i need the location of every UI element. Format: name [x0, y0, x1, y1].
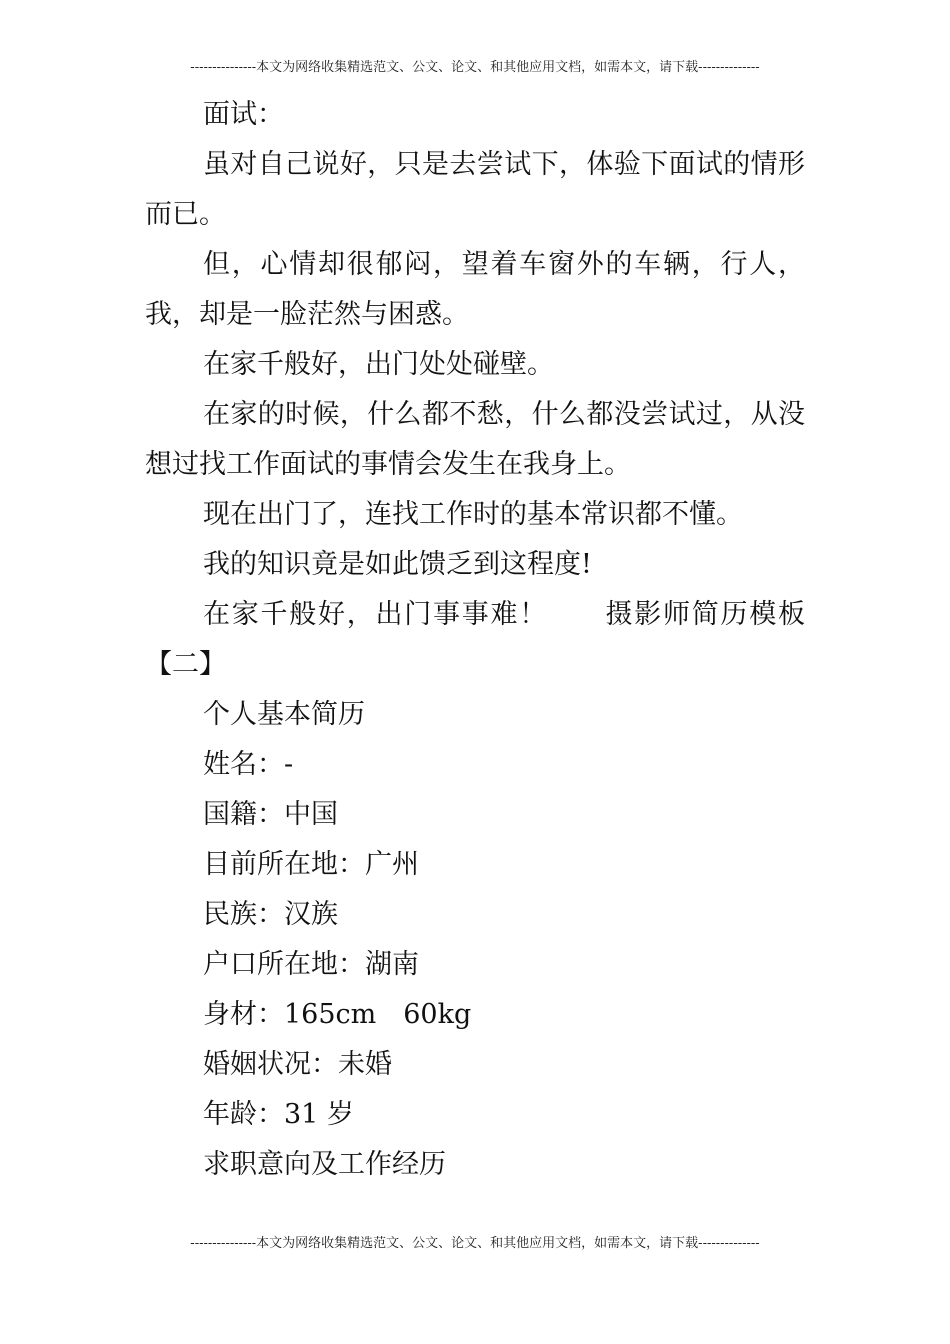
field-hukou-location: 户口所在地：湖南 [203, 949, 419, 980]
paragraph: 现在出门了，连找工作时的基本常识都不懂。 [203, 499, 743, 530]
paragraph: 虽对自己说好，只是去尝试下，体验下面试的情形而已。 [145, 149, 805, 230]
paragraph-interview-title: 面试： [203, 99, 284, 130]
field-name: 姓名：- [203, 749, 294, 780]
field-marital-status: 婚姻状况：未婚 [203, 1049, 392, 1080]
field-age: 年龄：31 岁 [203, 1099, 354, 1130]
paragraph: 我的知识竟是如此馈乏到这程度! [203, 549, 592, 580]
paragraph: 在家千般好，出门处处碰壁。 [203, 349, 554, 380]
field-current-location: 目前所在地：广州 [203, 849, 419, 880]
field-ethnicity: 民族：汉族 [203, 899, 338, 930]
section-title-job-intent: 求职意向及工作经历 [203, 1149, 446, 1180]
document-body [145, 90, 805, 1190]
footer-banner: ---------------本文为网络收集精选范文、公文、论文、和其他应用文档，如需本文，请下载-------------- [190, 1236, 760, 1251]
paragraph: 在家的时候，什么都不愁，什么都没尝试过，从没想过找工作面试的事情会发生在我身上。 [145, 399, 805, 480]
header-banner: ---------------本文为网络收集精选范文、公文、论文、和其他应用文档，如需本文，请下载-------------- [190, 60, 760, 75]
paragraph-template-heading: 在家千般好，出门事事难！ 摄影师简历模板【二】 [145, 599, 805, 680]
section-title-basic-resume: 个人基本简历 [203, 699, 365, 730]
paragraph: 但，心情却很郁闷，望着车窗外的车辆，行人，我，却是一脸茫然与困惑。 [145, 249, 805, 330]
field-nationality: 国籍：中国 [203, 799, 338, 830]
field-body-stats: 身材：165cm 60kg [203, 999, 472, 1030]
